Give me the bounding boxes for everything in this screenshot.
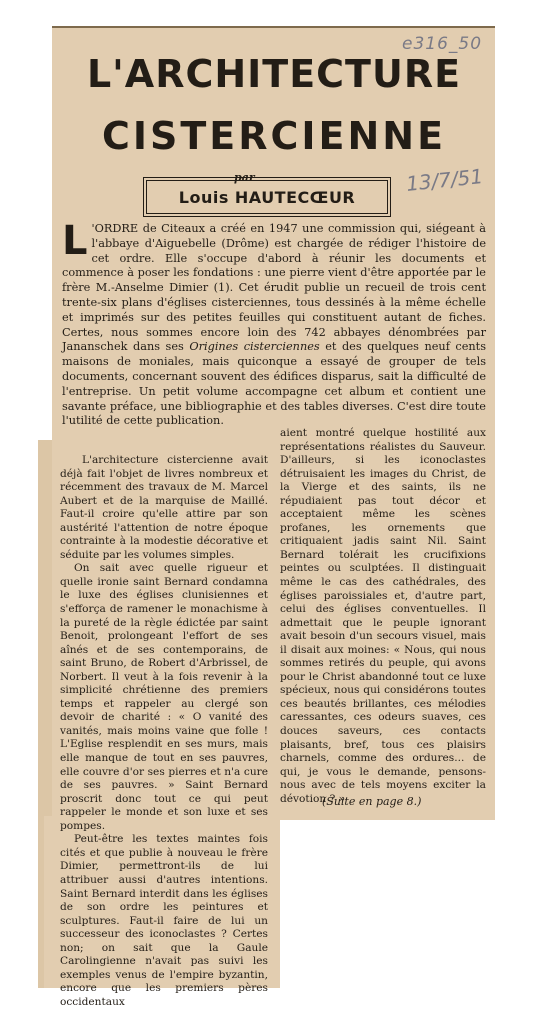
article-title-line-2: CISTERCIENNE bbox=[101, 114, 447, 158]
column-right bbox=[280, 427, 486, 806]
author-name: Louis HAUTECŒUR bbox=[178, 187, 356, 207]
handwritten-reference: e316_50 bbox=[402, 34, 483, 54]
column-left bbox=[60, 454, 268, 1009]
left-paragraph-1: L'architecture cistercienne avait déjà fait l'objet de livres nombreux et récemment des travaux de M. Marcel Aubert et de la marquise de Maillé. Faut-il croire qu'elle attire par son austérité l'attention de notre époque contrainte à la modestie décorative et séduite par les volumes simples. bbox=[60, 454, 268, 561]
lead-book-title: Origines cisterciennes bbox=[189, 340, 320, 354]
lead-text-a: 'ORDRE de Citeaux a créé en 1947 une commission qui, siégeant à l'abbaye d'Aiguebelle (Drôme) est chargée de rédiger l'histoire de cet ordre. Elle s'occupe d'abord à réunir les documents et commence à poser les fondations : une pierre vient d'être apportée par le frère M.-Anselme Dimier (1). Cet érudit publie un recueil de trois cent trente-six plans d'églises cisterciennes, tous dessinés à la même échelle et imprimés sur des petites feuilles qui constituent autant de fiches. Certes, nous sommes encore loin des 742 abbayes dénombrées par Jananschek dans ses bbox=[62, 222, 486, 354]
right-paragraph-1: aient montré quelque hostilité aux représentations réalistes du Sauveur. D'ailleurs, si les iconoclastes détruisaient les images du Christ, de la Vierge et des saints, ils ne répudiaient pas tout décor et acceptaient même les scènes profanes, les ornements que critiquaient jadis saint Nil. Saint Bernard tolérait les crucifixions peintes ou sculptées. Il distinguait même le cas des cathédrales, des églises paroissiales et, d'autre part, celui des églises conventuelles. Il admettait que le peuple ignorant avait besoin d'un secours visuel, mais il disait aux moines: « Nous, qui nous sommes retirés du peuple, qui avons pour le Christ abandonné tout ce luxe spécieux, nous qui considérons toutes ces beautés brillantes, ces mélodies caressantes, ces odeurs suaves, ces douces saveurs, ces contacts plaisants, bref, tous ces plaisirs charnels, comme des ordures... de qui, je vous le demande, pensons-nous avec de tels moyens exciter la dévotion ? » bbox=[280, 427, 486, 805]
author-box bbox=[146, 180, 388, 214]
lead-text-b: et des quelques neuf cents maisons de moniales, mais quiconque a essayé de grouper de tels documents, concernant souvent des édifices disparus, sait la difficulté de l'entreprise. Un petit volume accompagne cet album et contient une savante préface, une bibliographie et des tables diverses. C'est dire toute l'utilité de cette publication. bbox=[62, 340, 487, 428]
lead-paragraph bbox=[62, 218, 487, 429]
article-title-line-1: L'ARCHITECTURE bbox=[86, 52, 462, 96]
byline-par: par bbox=[234, 171, 255, 184]
left-paragraph-3: Peut-être les textes maintes fois cités et que publie à nouveau le frère Dimier, permettront-ils de lui attribuer aussi d'autres intentions. Saint Bernard interdit dans les églises de son ordre les peintures et sculptures. Faut-il faire de lui un successeur des iconoclastes ? Certes non; on sait que la Gaule Carolingienne n'avait pas suivi les exemples venus de l'empire byzantin, encore que les premiers pères occidentaux bbox=[60, 833, 268, 1008]
drop-cap: L bbox=[62, 218, 88, 264]
continued-note: (Suite en page 8.) bbox=[322, 795, 422, 808]
left-paragraph-2: On sait avec quelle rigueur et quelle ironie saint Bernard condamna le luxe des églises clunisiennes et s'efforça de ramener le monachisme à la pureté de la règle édictée par saint Benoit, prolongeant l'effort de ses aînés et de ses contemporains, de saint Bruno, de Robert d'Arbrissel, de Norbert. Il veut à la fois revenir à la simplicité chrétienne des premiers temps et rappeler au clergé son devoir de charité : « O vanité des vanités, mais moins vaine que folle ! L'Eglise resplendit en ses murs, mais elle manque de tout en ses pauvres, elle couvre d'or ses pierres et n'a cure de ses pauvres. » Saint Bernard proscrit donc tout ce qui peut rappeler le monde et son luxe et ses pompes. bbox=[60, 562, 268, 832]
handwritten-date: 13/7/51 bbox=[404, 164, 485, 196]
